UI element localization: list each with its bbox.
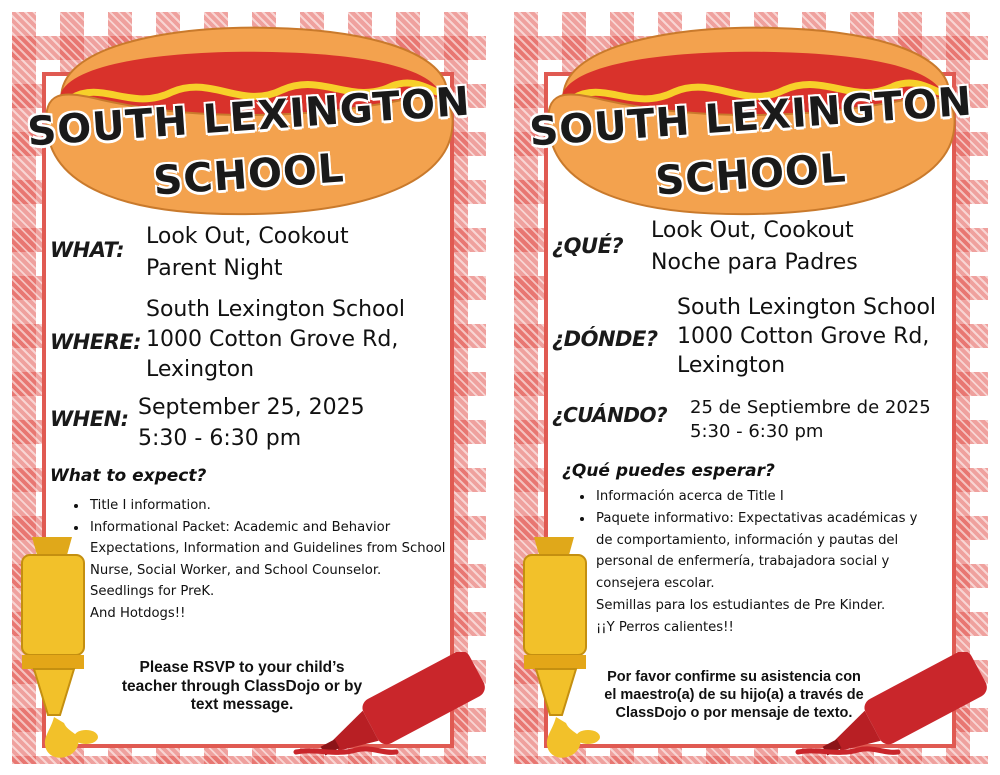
what-line-2: Parent Night xyxy=(146,256,283,281)
where-line-3: Lexington xyxy=(146,357,255,382)
where-line-1: South Lexington School xyxy=(677,295,937,320)
list-item: • Semillas para los estudiantes de Pre Kinder. xyxy=(594,595,934,617)
rsvp-line-1: Please RSVP to your child’s xyxy=(139,659,345,676)
what-line-1: Look Out, Cookout xyxy=(651,218,854,243)
where-label: ¿DÓNDE? xyxy=(552,327,658,351)
mustard-bottle-icon xyxy=(12,537,112,764)
school-title-line2: SCHOOL xyxy=(654,145,848,205)
when-label: WHEN: xyxy=(50,407,129,431)
what-line-2: Noche para Padres xyxy=(651,250,858,275)
school-title-line1: SOUTH LEXINGTON xyxy=(25,78,473,156)
what-value xyxy=(651,215,858,279)
what-label: ¿QUÉ? xyxy=(552,234,624,258)
list-item: • Paquete informativo: Expectativas académicas y de comportamiento, información y pautas del personal de enfermería, trabajadora social y consejera escolar. xyxy=(594,508,934,595)
where-line-2: 1000 Cotton Grove Rd, xyxy=(677,324,930,349)
expect-heading: ¿Qué puedes esperar? xyxy=(562,461,775,481)
mustard-bottle-icon xyxy=(514,537,614,764)
ketchup-bottle-icon xyxy=(286,652,486,762)
expect-heading: What to expect? xyxy=(50,466,207,486)
where-line-2: 1000 Cotton Grove Rd, xyxy=(146,327,399,352)
rsvp-line-2: el maestro(a) de su hijo(a) a través de xyxy=(604,687,864,703)
list-item: • And Hotdogs!! xyxy=(88,603,458,625)
expect-list xyxy=(576,486,934,639)
ketchup-bottle-icon xyxy=(788,652,988,762)
school-title-line2: SCHOOL xyxy=(152,145,346,205)
when-line-2: 5:30 - 6:30 pm xyxy=(138,426,302,451)
list-item: • Informational Packet: Academic and Behavior Expectations, Information and Guidelines from School Nurse, Social Worker, and School Counselor. xyxy=(88,517,458,582)
when-line-2: 5:30 - 6:30 pm xyxy=(690,421,824,442)
list-item: • Title I information. xyxy=(88,495,458,517)
when-value xyxy=(690,396,931,444)
where-label: WHERE: xyxy=(50,330,141,354)
where-line-1: South Lexington School xyxy=(146,297,406,322)
rsvp-line-2: teacher through ClassDojo or by xyxy=(121,677,363,695)
flyer-english xyxy=(12,12,486,764)
where-value xyxy=(146,295,405,385)
list-item: • Información acerca de Title I xyxy=(594,486,934,508)
when-line-1: September 25, 2025 xyxy=(138,395,365,420)
where-line-3: Lexington xyxy=(677,353,786,378)
expect-list xyxy=(70,495,458,624)
flyer-spanish xyxy=(514,12,988,764)
rsvp-line-1: Por favor confirme su asistencia con xyxy=(607,669,861,685)
rsvp-line-3: text message. xyxy=(190,696,294,713)
what-line-1: Look Out, Cookout xyxy=(146,224,349,249)
where-value xyxy=(677,293,936,380)
when-value xyxy=(138,392,365,454)
list-item: • Seedlings for PreK. xyxy=(88,581,458,603)
school-title-line1: SOUTH LEXINGTON xyxy=(527,78,975,156)
rsvp-line-3: ClassDojo o por mensaje de texto. xyxy=(615,705,853,721)
when-label: ¿CUÁNDO? xyxy=(552,403,668,427)
what-value xyxy=(146,221,349,285)
when-line-1: 25 de Septiembre de 2025 xyxy=(690,397,931,418)
list-item: • ¡¡Y Perros calientes!! xyxy=(594,617,934,639)
what-label: WHAT: xyxy=(50,238,125,262)
